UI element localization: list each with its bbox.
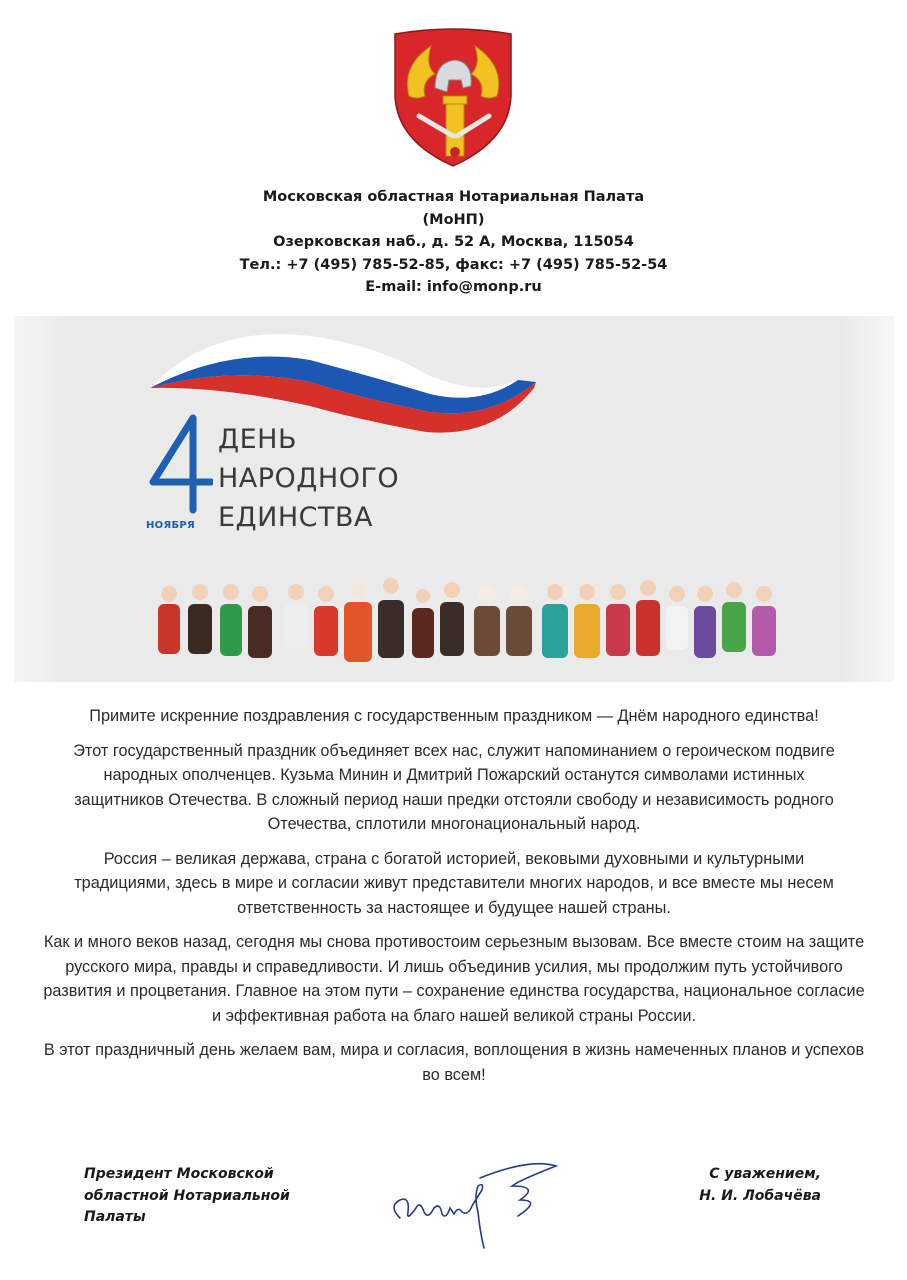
holiday-title-line: ЕДИНСТВА xyxy=(218,502,373,533)
position-line: областной Нотариальной xyxy=(84,1187,290,1204)
holiday-title xyxy=(218,420,399,537)
coat-of-arms-icon xyxy=(391,26,515,168)
day-number xyxy=(149,414,213,514)
body-paragraph: Как и много веков назад, сегодня мы снова противостоим серьезным вызовам. Все вместе стоим на защите русского мира, правды и справедливости. И лишь объединив усилия, мы продолжим путь устойчивого развития и процветания. Главное на этом пути – сохранение единства государства, национальное согласие и эффективная работа на благо нашей великой страны России. xyxy=(43,933,865,1025)
body-paragraph: Этот государственный праздник объединяет всех нас, служит напоминанием о героическом подвиге народных ополченцев. Кузьма Минин и Дмитрий Пожарский останутся символами истинных защитников Отечества. В сложный период наши предки отстояли свободу и независимость родного Отечества, сплотили многонациональный народ. xyxy=(73,741,835,833)
holiday-banner xyxy=(14,316,894,682)
position-line: Палаты xyxy=(84,1209,146,1225)
org-abbreviation: (МоНП) xyxy=(422,211,485,228)
org-email: E-mail: info@monp.ru xyxy=(365,279,542,295)
month-label: НОЯБРЯ xyxy=(146,520,196,531)
people-in-costumes-illustration xyxy=(150,574,790,674)
org-name: Московская областная Нотариальная Палата xyxy=(262,189,645,205)
letterhead xyxy=(0,186,907,299)
org-address: Озерковская наб., д. 52 А, Москва, 115054 xyxy=(273,234,634,250)
signatory-position xyxy=(84,1164,290,1229)
position-line: Президент Московской xyxy=(84,1166,274,1182)
holiday-title-line: НАРОДНОГО xyxy=(218,463,400,494)
holiday-title-line: ДЕНЬ xyxy=(218,424,297,455)
closing-phrase: С уважением, xyxy=(709,1166,821,1182)
closing-block xyxy=(699,1164,821,1207)
greeting-paragraph: Примите искренние поздравления с государственным праздником — Днём народного единства! xyxy=(89,707,819,725)
wishes-paragraph: В этот праздничный день желаем вам, мира и согласия, воплощения в жизнь намеченных планов и успехов во всем! xyxy=(43,1041,865,1084)
letter-body xyxy=(34,704,874,1097)
org-phones: Тел.: +7 (495) 785-52-85, факс: +7 (495) 785-52-54 xyxy=(239,256,668,273)
body-paragraph: Россия – великая держава, страна с богатой историей, вековыми духовными и культурными традициями, здесь в мире и согласии живут представители многих народов, и все вместе мы несем ответственность за настоящее и будущее нашей страны. xyxy=(74,849,834,917)
handwritten-signature-icon xyxy=(380,1156,570,1256)
signatory-name: Н. И. Лобачёва xyxy=(699,1187,821,1204)
